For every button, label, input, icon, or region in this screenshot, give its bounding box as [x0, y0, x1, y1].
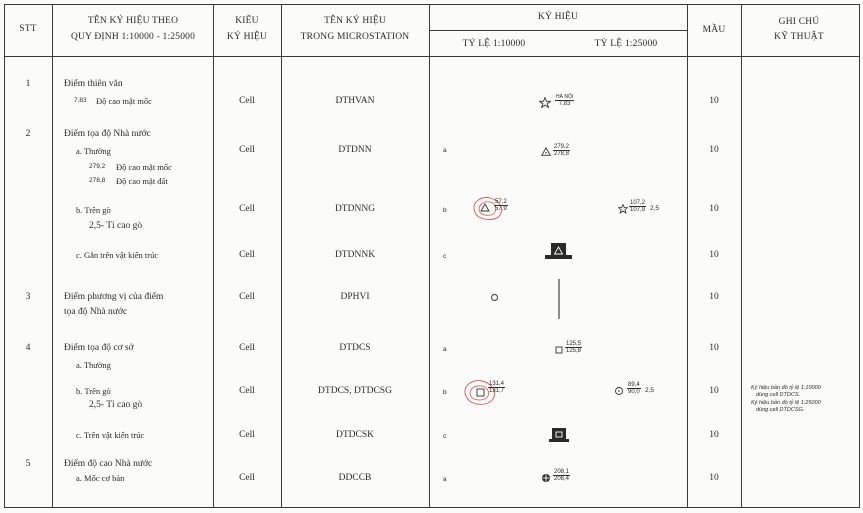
row2b-line1: 2,5- Tỉ cao gò — [89, 221, 143, 231]
row2b-sym-top: 57,2 — [495, 199, 507, 205]
row2b-letter: b — [443, 207, 447, 214]
row2a-kind: Cell — [239, 145, 255, 155]
row4-stt: 4 — [25, 343, 31, 353]
row5a-kind: Cell — [239, 473, 255, 483]
row2a-color: 10 — [709, 145, 719, 155]
header-note-line1: GHI CHÚ — [778, 17, 820, 27]
row4-name: Điểm tọa độ cơ sở — [64, 343, 134, 353]
row2b-color: 10 — [709, 204, 719, 214]
row2a-ms: DTDNN — [338, 145, 372, 155]
header-ms-line1: TÊN KÝ HIỆU — [324, 16, 386, 26]
row4c-kind: Cell — [239, 430, 255, 440]
row5a-sym-bottom: 208,4 — [554, 476, 570, 483]
row2c-color: 10 — [709, 250, 719, 260]
row2a-line2-text: Độ cao mặt đất — [116, 176, 168, 186]
row2a-sym-bottom: 278,8 — [554, 151, 570, 158]
row2b-sub: b. Trên gò — [76, 205, 111, 215]
row4b-symbol-label — [488, 381, 505, 395]
row2a-letter: a — [443, 147, 447, 154]
row4b-note-1: Ký hiệu bản đồ tỷ lệ 1:10000 — [751, 385, 821, 391]
square-icon — [555, 346, 563, 354]
row4a-kind: Cell — [239, 343, 255, 353]
row4b-sym-top: 131,4 — [489, 381, 505, 387]
star-icon — [539, 97, 551, 108]
header-scale-25000: TỶ LỆ 1:25000 — [594, 39, 658, 49]
row4a-sub: a. Thường — [76, 360, 111, 370]
row2c-sub: c. Gắn trên vật kiến trúc — [76, 250, 159, 260]
row5a-color: 10 — [709, 473, 719, 483]
row5a-sym-top: 208,1 — [554, 469, 570, 475]
row3-color: 10 — [709, 292, 719, 302]
row4c-color: 10 — [709, 430, 719, 440]
row4b-sym-bottom: 131,7 — [489, 388, 505, 395]
hill-star-icon — [618, 204, 628, 214]
row4b-note-3: Ký hiệu bản đồ tỷ lệ 1:25000 — [751, 400, 821, 406]
row5a-ms: DDCCB — [338, 473, 372, 483]
row1-sub-num: 7,83 — [74, 97, 87, 104]
row3-kind: Cell — [239, 292, 255, 302]
header-name-line1: TÊN KÝ HIỆU THEO — [87, 16, 179, 26]
row2b-sym25-side: 2,5 — [650, 205, 660, 212]
circle-icon — [490, 293, 499, 302]
row1-sub-text: Độ cao mặt mốc — [96, 96, 152, 106]
row2a-symbol-label — [553, 144, 570, 158]
row3-ms: DPHVI — [340, 292, 370, 302]
triangle-icon — [541, 147, 551, 156]
header-kind-line1: KIỂU — [235, 16, 259, 26]
row4b-note-2: dùng cell DTDCS. — [756, 392, 801, 398]
row2-name: Điểm tọa độ Nhà nước — [64, 129, 151, 139]
header-ms-line2: TRONG MICROSTATION — [300, 32, 410, 42]
row5a-symbol-label — [553, 469, 570, 483]
row2b-ms: DTDNNG — [334, 204, 376, 214]
row4b-sub: b. Trên gò — [76, 386, 111, 396]
row2b-symbol-label — [494, 199, 508, 213]
row3-name-line2: tọa độ Nhà nước — [64, 307, 128, 317]
row4a-ms: DTDCS — [339, 343, 371, 353]
building-square-icon — [549, 427, 569, 443]
row4b-sym25-side: 2,5 — [645, 387, 655, 394]
header-stt: STT — [19, 24, 37, 34]
row4b-line1: 2,5- Tỉ cao gò — [89, 400, 143, 410]
header-color: MẦU — [702, 25, 726, 35]
azimuth-line-icon — [557, 279, 561, 319]
header-symbol: KÝ HIỆU — [537, 12, 579, 22]
row2b-kind: Cell — [239, 204, 255, 214]
row5-stt: 5 — [25, 459, 31, 469]
row2a-line1-num: 279,2 — [89, 163, 106, 170]
row4b-sym25-top: 89,4 — [628, 382, 640, 388]
row2a-line1-text: Độ cao mặt mốc — [116, 162, 172, 172]
row1-sym-top: HÀ NỘI — [556, 94, 574, 100]
row4b-ms: DTDCS, DTDCSG — [318, 386, 392, 396]
row2c-ms: DTDNNK — [334, 250, 376, 260]
row2b-symbol25-label — [629, 200, 646, 214]
header-name-line2: QUY ĐỊNH 1:10000 - 1:25000 — [70, 32, 196, 42]
row1-ms: DTHVAN — [335, 96, 375, 106]
row4b-symbol25-label — [627, 382, 641, 396]
row2b-sym-bottom: 57,9 — [495, 206, 507, 213]
row4b-note-4: dùng cell DTDCSG. — [756, 407, 805, 413]
row1-symbol-label — [555, 95, 574, 108]
row4b-letter: b — [443, 389, 447, 396]
row4c-ms: DTDCSK — [335, 430, 375, 440]
header-scale-10000: TỶ LỆ 1:10000 — [462, 39, 526, 49]
row2b-sym25-top: 107,2 — [630, 200, 646, 206]
row2c-kind: Cell — [239, 250, 255, 260]
row4a-color: 10 — [709, 343, 719, 353]
row1-sym-bottom: 7,83 — [558, 101, 571, 108]
row4a-sym-top: 125,5 — [566, 341, 582, 347]
row2b-sym25-bottom: 107,9 — [630, 207, 646, 214]
row2-stt: 2 — [25, 129, 31, 139]
row2a-sub: a. Thường — [76, 146, 111, 156]
building-triangle-icon — [545, 242, 572, 260]
row1-kind: Cell — [239, 96, 255, 106]
row2c-letter: c — [443, 253, 447, 260]
row4c-sub: c. Trên vật kiến trúc — [76, 430, 145, 440]
row4a-symbol-label — [565, 341, 582, 355]
hill-circle-icon — [614, 386, 624, 396]
row4b-color: 10 — [709, 386, 719, 396]
row4a-sym-bottom: 125,8 — [566, 348, 582, 355]
row5a-sub: a. Mốc cơ bản — [76, 473, 125, 483]
row3-stt: 3 — [25, 292, 31, 302]
row1-stt: 1 — [25, 79, 31, 89]
row5-name: Điểm độ cao Nhà nước — [64, 459, 153, 469]
row3-name-line1: Điểm phương vị của điểm — [64, 292, 164, 302]
row1-color: 10 — [709, 96, 719, 106]
row4b-kind: Cell — [239, 386, 255, 396]
row2a-line2-num: 278,8 — [89, 177, 106, 184]
row4a-letter: a — [443, 346, 447, 353]
header-note-line2: KỸ THUẬT — [774, 32, 824, 42]
row4c-letter: c — [443, 433, 447, 440]
header-kind-line2: KÝ HIỆU — [226, 32, 268, 42]
row1-name: Điểm thiên văn — [64, 79, 123, 89]
row4b-sym25-bottom: 90,0 — [628, 389, 640, 396]
row5a-letter: a — [443, 476, 447, 483]
row2a-sym-top: 279,2 — [554, 144, 570, 150]
benchmark-icon — [541, 473, 551, 483]
